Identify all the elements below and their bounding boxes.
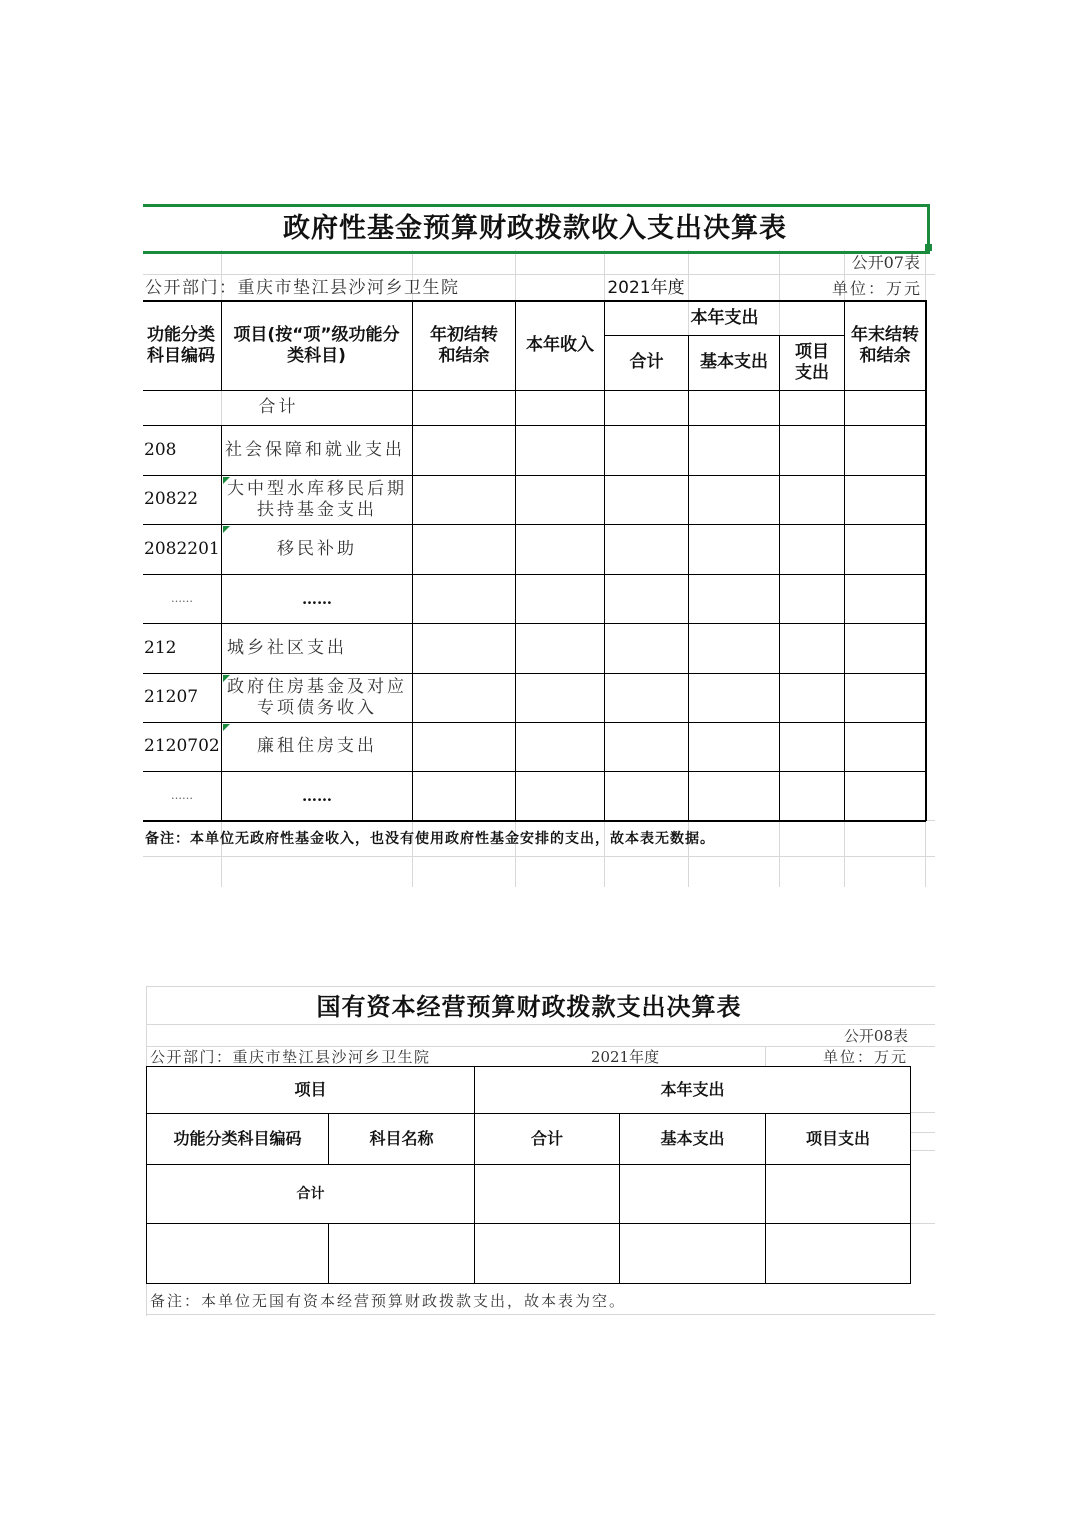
row-code: 2120702 [144, 736, 220, 757]
unit-label: 单位：万元 [831, 279, 922, 298]
form-number: 公开07表 [851, 253, 920, 272]
header-code: 功能分类科目编码 [147, 324, 215, 366]
row-name: 社会保障和就业支出 [225, 439, 405, 460]
row-name: …… [302, 589, 332, 608]
header-item: 项目(按“项”级功能分类科目) [233, 324, 400, 366]
header-expense-group: 本年支出 [660, 1080, 725, 1099]
fiscal-year: 2021年度 [607, 278, 685, 299]
row-name: 城乡社区支出 [227, 637, 347, 658]
row-name: …… [302, 786, 332, 805]
header-project: 项目支出 [795, 341, 829, 383]
header-total: 合计 [629, 352, 664, 373]
unit-label: 单位：万元 [822, 1047, 908, 1066]
row-code: 20822 [144, 489, 199, 510]
department-label: 公开部门：重庆市垫江县沙河乡卫生院 [150, 1047, 431, 1066]
total-row-label: 合计 [258, 397, 299, 418]
row-name: 移民补助 [277, 538, 357, 559]
row-name: 政府住房基金及对应专项债务收入 [227, 676, 407, 718]
row-code: …… [171, 789, 193, 803]
row-code: 2082201 [144, 538, 220, 559]
header-project: 项目支出 [805, 1129, 870, 1148]
header-basic: 基本支出 [660, 1129, 725, 1148]
header-name: 科目名称 [369, 1129, 434, 1148]
header-basic: 基本支出 [700, 352, 768, 373]
row-code: 208 [144, 439, 177, 460]
form-number: 公开08表 [843, 1026, 908, 1045]
table2-title: 国有资本经营预算财政拨款支出决算表 [316, 992, 742, 1021]
table1-title: 政府性基金预算财政拨款收入支出决算表 [283, 213, 787, 245]
header-expense-group: 本年支出 [690, 307, 759, 328]
header-end-balance: 年末结转和结余 [851, 324, 919, 366]
row-code: …… [171, 592, 193, 606]
header-code: 功能分类科目编码 [173, 1129, 302, 1148]
header-total: 合计 [530, 1129, 563, 1148]
row-code: 212 [144, 637, 177, 658]
total-row-label: 合计 [296, 1186, 325, 1203]
header-item: 项目 [294, 1080, 327, 1099]
row-name: 大中型水库移民后期扶持基金支出 [227, 478, 407, 520]
fiscal-year: 2021年度 [590, 1047, 660, 1066]
table1-note: 备注：本单位无政府性基金收入，也没有使用政府性基金安排的支出，故本表无数据。 [145, 831, 715, 848]
row-code: 21207 [144, 687, 199, 708]
header-income: 本年收入 [526, 335, 594, 356]
header-begin-balance: 年初结转和结余 [430, 324, 498, 366]
department-label: 公开部门：重庆市垫江县沙河乡卫生院 [145, 278, 460, 299]
table2-note: 备注：本单位无国有资本经营预算财政拨款支出，故本表为空。 [150, 1291, 627, 1310]
row-name: 廉租住房支出 [257, 736, 377, 757]
